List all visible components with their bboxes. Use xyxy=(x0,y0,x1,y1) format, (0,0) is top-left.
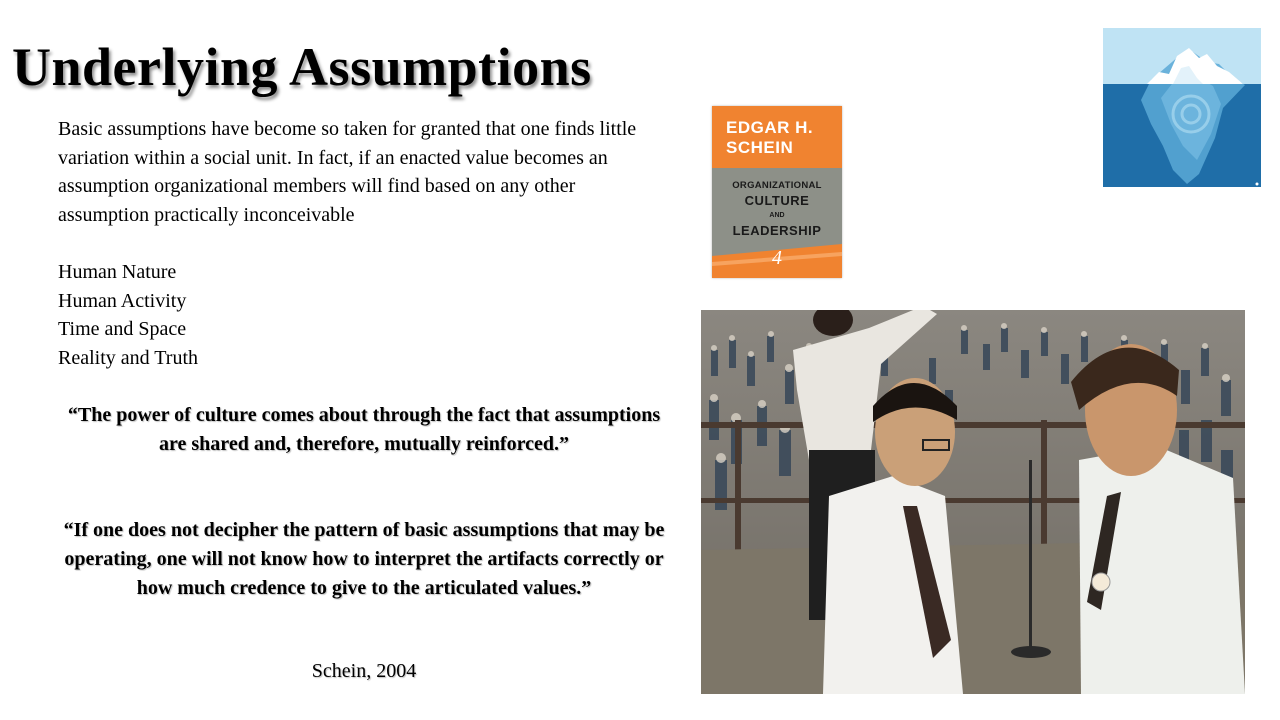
quote-shared-assumptions: “The power of culture comes about through the fact that assumptions are shared and, therefore, mutually reinforced.” xyxy=(67,404,661,455)
topic-item: Reality and Truth xyxy=(58,346,199,369)
book-title-line: CULTURE xyxy=(744,193,810,208)
quote-decipher-pattern: “If one does not decipher the pattern of basic assumptions that may be operating, one will not know how to interpret the artifacts correctly or how much credence to give to the articulated values.” xyxy=(63,519,665,599)
slide-title: Underlying Assumptions xyxy=(12,37,592,97)
book-author-last: SCHEIN xyxy=(726,138,794,157)
book-cover-body xyxy=(712,168,842,278)
book-title-line: ORGANIZATIONAL xyxy=(732,180,822,191)
topic-item: Human Activity xyxy=(58,289,187,312)
topic-item: Time and Space xyxy=(58,318,187,341)
book-cover-header xyxy=(712,106,842,168)
assumption-topics-list xyxy=(58,258,198,372)
intro-paragraph: Basic assumptions have become so taken for granted that one finds little variation within a social unit. In fact, if an enacted value becomes an assumption organizational members will find based on any other assumption practically inconceivable xyxy=(58,118,637,226)
book-title-line: AND xyxy=(769,212,785,219)
book-edition: 4 xyxy=(772,247,782,269)
citation: Schein, 2004 xyxy=(311,660,417,682)
book-title xyxy=(712,178,842,238)
book-author-first: EDGAR H. xyxy=(726,118,814,137)
iceberg-image xyxy=(1103,28,1261,187)
book-title-line: LEADERSHIP xyxy=(732,223,822,238)
book-author xyxy=(726,118,813,158)
prison-yard-photo xyxy=(701,310,1245,694)
topic-item: Human Nature xyxy=(58,261,177,283)
book-cover-image xyxy=(712,106,842,278)
